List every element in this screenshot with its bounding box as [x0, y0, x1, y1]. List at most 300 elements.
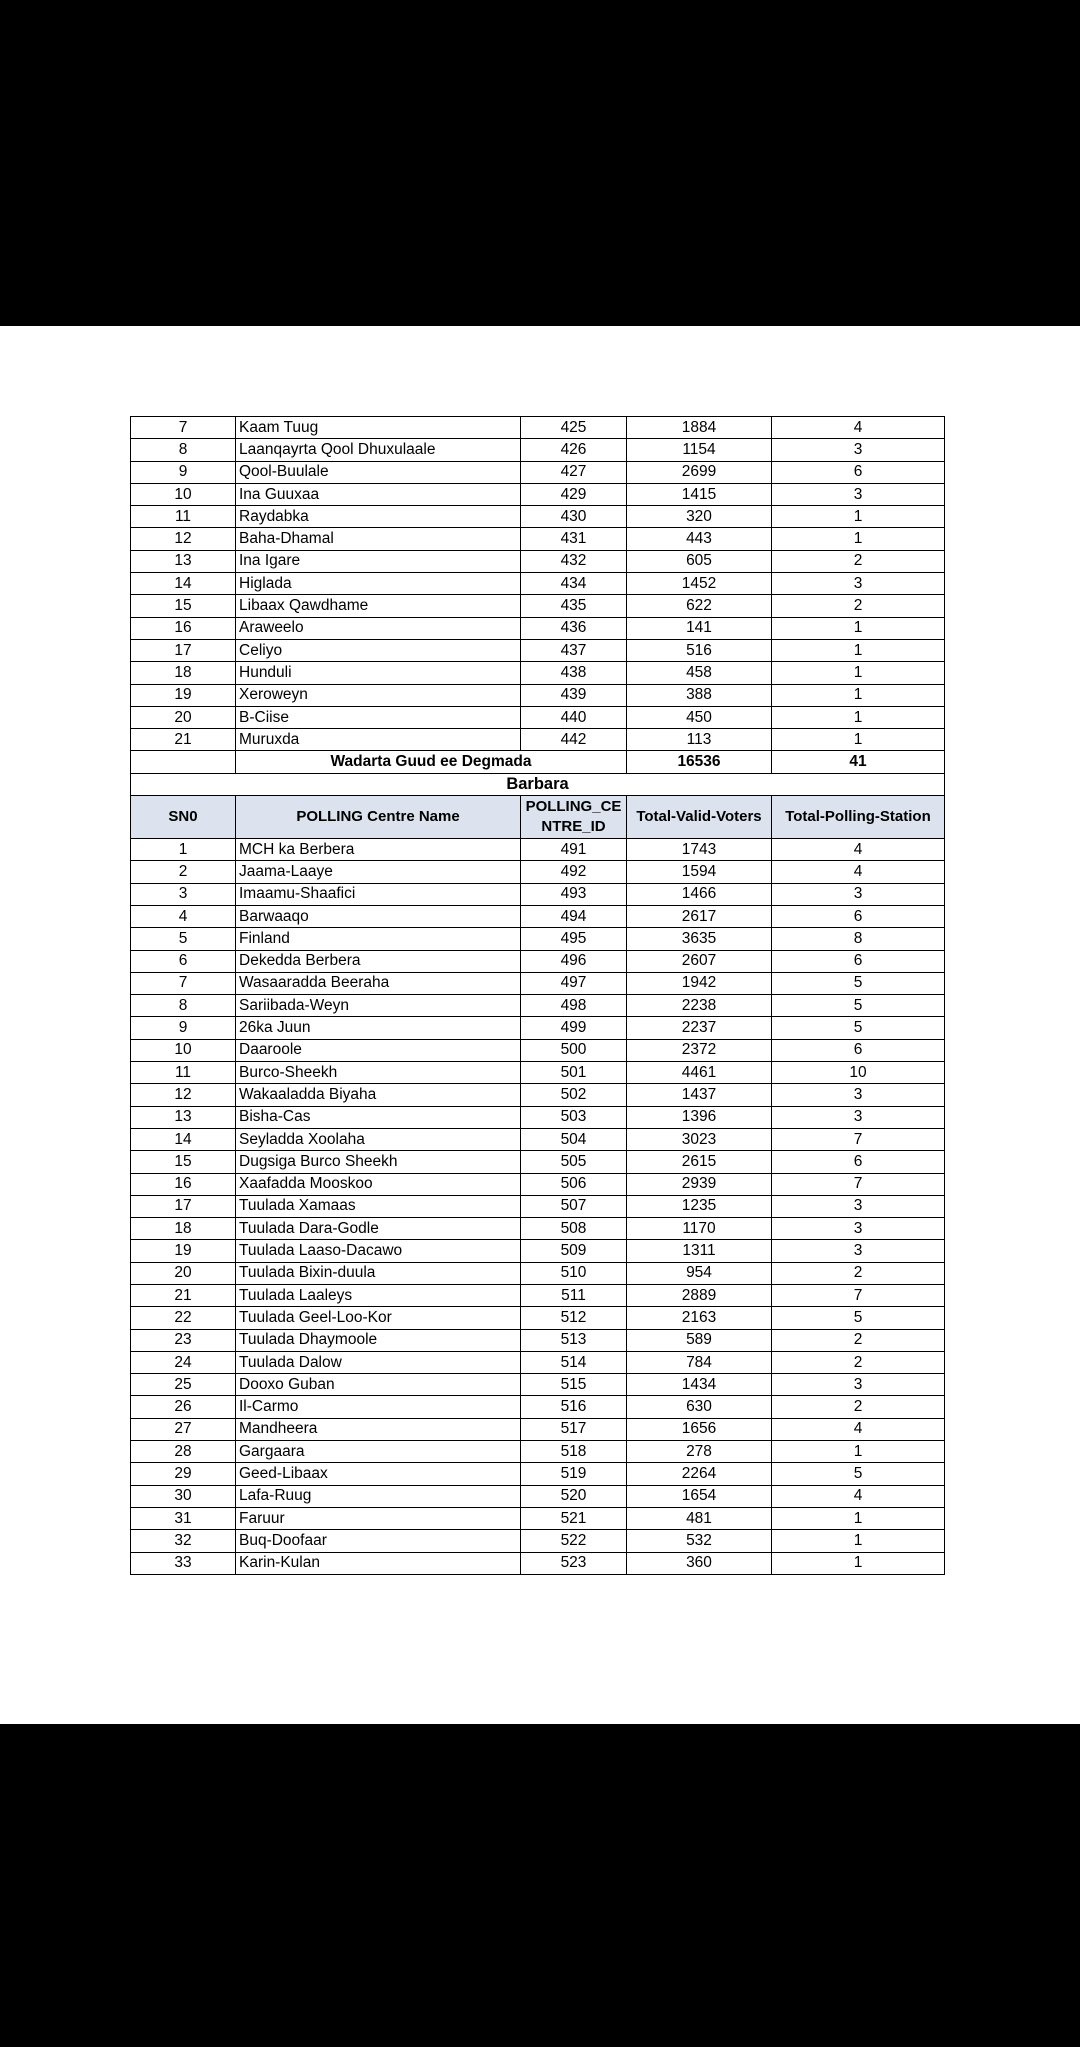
cell-valid-voters: 443: [627, 528, 772, 550]
table-row: [131, 905, 945, 927]
cell-polling-stations: 6: [772, 1039, 945, 1061]
table-row: [131, 1195, 945, 1217]
table-row: [131, 573, 945, 595]
cell-centre-id: 425: [521, 417, 627, 439]
cell-sn: 2: [131, 861, 236, 883]
table-row: [131, 1039, 945, 1061]
cell-sn: 9: [131, 1017, 236, 1039]
cell-valid-voters: 3635: [627, 928, 772, 950]
table-row: [131, 1218, 945, 1240]
total-voters: 16536: [627, 751, 772, 773]
cell-centre-name: Baha-Dhamal: [236, 528, 521, 550]
cell-centre-id: 508: [521, 1218, 627, 1240]
cell-valid-voters: 1396: [627, 1106, 772, 1128]
cell-valid-voters: 1884: [627, 417, 772, 439]
cell-valid-voters: 1452: [627, 573, 772, 595]
cell-centre-id: 518: [521, 1441, 627, 1463]
cell-centre-name: Hunduli: [236, 662, 521, 684]
cell-sn: 27: [131, 1418, 236, 1440]
table-row: [131, 617, 945, 639]
cell-sn: 31: [131, 1507, 236, 1529]
cell-valid-voters: 2163: [627, 1307, 772, 1329]
cell-centre-name: Qool-Buulale: [236, 461, 521, 483]
cell-centre-id: 511: [521, 1284, 627, 1306]
cell-valid-voters: 141: [627, 617, 772, 639]
cell-polling-stations: 1: [772, 506, 945, 528]
cell-valid-voters: 458: [627, 662, 772, 684]
cell-centre-name: Seyladda Xoolaha: [236, 1128, 521, 1150]
cell-valid-voters: 388: [627, 684, 772, 706]
cell-polling-stations: 1: [772, 729, 945, 751]
cell-centre-id: 503: [521, 1106, 627, 1128]
cell-polling-stations: 3: [772, 439, 945, 461]
cell-centre-name: Lafa-Ruug: [236, 1485, 521, 1507]
cell-polling-stations: 8: [772, 928, 945, 950]
polling-centres-table: [130, 416, 945, 1575]
cell-polling-stations: 7: [772, 1173, 945, 1195]
cell-centre-name: Xaafadda Mooskoo: [236, 1173, 521, 1195]
cell-centre-id: 439: [521, 684, 627, 706]
cell-centre-id: 496: [521, 950, 627, 972]
cell-polling-stations: 4: [772, 861, 945, 883]
table-row: [131, 1284, 945, 1306]
table-row: [131, 861, 945, 883]
cell-centre-name: Tuulada Dalow: [236, 1351, 521, 1373]
table-row: [131, 995, 945, 1017]
cell-centre-name: Raydabka: [236, 506, 521, 528]
table-row: [131, 1262, 945, 1284]
table-row: [131, 1307, 945, 1329]
cell-polling-stations: 4: [772, 1418, 945, 1440]
cell-polling-stations: 1: [772, 617, 945, 639]
top-black-bar: [0, 0, 1080, 326]
cell-sn: 7: [131, 972, 236, 994]
cell-centre-id: 517: [521, 1418, 627, 1440]
cell-centre-name: Dugsiga Burco Sheekh: [236, 1151, 521, 1173]
cell-centre-name: Laanqayrta Qool Dhuxulaale: [236, 439, 521, 461]
cell-valid-voters: 622: [627, 595, 772, 617]
cell-centre-name: Mandheera: [236, 1418, 521, 1440]
cell-sn: 16: [131, 1173, 236, 1195]
cell-centre-id: 494: [521, 905, 627, 927]
cell-centre-id: 442: [521, 729, 627, 751]
table-row: [131, 461, 945, 483]
cell-centre-name: Finland: [236, 928, 521, 950]
cell-polling-stations: 1: [772, 684, 945, 706]
cell-polling-stations: 1: [772, 662, 945, 684]
cell-centre-name: Daaroole: [236, 1039, 521, 1061]
cell-centre-name: Barwaaqo: [236, 905, 521, 927]
cell-centre-name: Ina Guuxaa: [236, 483, 521, 505]
table-row: [131, 1062, 945, 1084]
cell-sn: 30: [131, 1485, 236, 1507]
cell-valid-voters: 1656: [627, 1418, 772, 1440]
cell-centre-id: 499: [521, 1017, 627, 1039]
cell-valid-voters: 954: [627, 1262, 772, 1284]
cell-valid-voters: 1415: [627, 483, 772, 505]
cell-polling-stations: 5: [772, 1307, 945, 1329]
cell-polling-stations: 6: [772, 461, 945, 483]
cell-valid-voters: 516: [627, 639, 772, 661]
section-title-row: [131, 773, 945, 795]
cell-polling-stations: 2: [772, 1329, 945, 1351]
cell-polling-stations: 7: [772, 1128, 945, 1150]
table-row: [131, 950, 945, 972]
total-label: Wadarta Guud ee Degmada: [236, 751, 627, 773]
cell-centre-id: 426: [521, 439, 627, 461]
cell-sn: 4: [131, 905, 236, 927]
cell-centre-id: 502: [521, 1084, 627, 1106]
cell-centre-id: 521: [521, 1507, 627, 1529]
table-row: [131, 1151, 945, 1173]
cell-centre-id: 491: [521, 839, 627, 861]
table-row: [131, 528, 945, 550]
cell-polling-stations: 2: [772, 550, 945, 572]
table-body-part1: [131, 417, 945, 751]
cell-valid-voters: 532: [627, 1530, 772, 1552]
table-body-part2: [131, 839, 945, 1575]
header-stations: Total-Polling-Station: [772, 796, 945, 839]
cell-centre-id: 523: [521, 1552, 627, 1574]
cell-sn: 21: [131, 1284, 236, 1306]
table-row: [131, 729, 945, 751]
cell-polling-stations: 3: [772, 483, 945, 505]
table-row: [131, 1530, 945, 1552]
cell-valid-voters: 2238: [627, 995, 772, 1017]
table-row: [131, 684, 945, 706]
cell-centre-name: Ina Igare: [236, 550, 521, 572]
cell-valid-voters: 2939: [627, 1173, 772, 1195]
table-row: [131, 1485, 945, 1507]
cell-sn: 32: [131, 1530, 236, 1552]
table-row: [131, 417, 945, 439]
cell-sn: 13: [131, 1106, 236, 1128]
cell-polling-stations: 3: [772, 1240, 945, 1262]
cell-sn: 9: [131, 461, 236, 483]
table-row: [131, 1396, 945, 1418]
cell-valid-voters: 2264: [627, 1463, 772, 1485]
cell-sn: 33: [131, 1552, 236, 1574]
cell-valid-voters: 481: [627, 1507, 772, 1529]
table-row: [131, 928, 945, 950]
cell-centre-name: Muruxda: [236, 729, 521, 751]
cell-valid-voters: 605: [627, 550, 772, 572]
table-row: [131, 1552, 945, 1574]
cell-centre-name: Higlada: [236, 573, 521, 595]
cell-centre-id: 430: [521, 506, 627, 528]
cell-centre-id: 434: [521, 573, 627, 595]
cell-valid-voters: 1466: [627, 883, 772, 905]
cell-centre-name: Faruur: [236, 1507, 521, 1529]
cell-polling-stations: 3: [772, 883, 945, 905]
cell-sn: 8: [131, 995, 236, 1017]
cell-centre-name: Celiyo: [236, 639, 521, 661]
cell-centre-name: Araweelo: [236, 617, 521, 639]
cell-valid-voters: 1311: [627, 1240, 772, 1262]
cell-centre-name: MCH ka Berbera: [236, 839, 521, 861]
cell-centre-id: 510: [521, 1262, 627, 1284]
cell-polling-stations: 3: [772, 1084, 945, 1106]
cell-polling-stations: 5: [772, 995, 945, 1017]
cell-polling-stations: 1: [772, 706, 945, 728]
cell-polling-stations: 3: [772, 1195, 945, 1217]
table-row: [131, 1463, 945, 1485]
cell-sn: 18: [131, 662, 236, 684]
table-row: [131, 1017, 945, 1039]
table-row: [131, 639, 945, 661]
cell-centre-name: Tuulada Dara-Godle: [236, 1218, 521, 1240]
table-row: [131, 1240, 945, 1262]
cell-valid-voters: 320: [627, 506, 772, 528]
document-page: [0, 326, 1080, 1724]
cell-centre-id: 505: [521, 1151, 627, 1173]
cell-sn: 23: [131, 1329, 236, 1351]
cell-centre-name: B-Ciise: [236, 706, 521, 728]
cell-sn: 11: [131, 506, 236, 528]
cell-valid-voters: 4461: [627, 1062, 772, 1084]
cell-centre-name: Sariibada-Weyn: [236, 995, 521, 1017]
cell-polling-stations: 3: [772, 573, 945, 595]
cell-polling-stations: 7: [772, 1284, 945, 1306]
cell-polling-stations: 1: [772, 1552, 945, 1574]
cell-centre-id: 440: [521, 706, 627, 728]
cell-centre-name: Imaamu-Shaafici: [236, 883, 521, 905]
cell-valid-voters: 360: [627, 1552, 772, 1574]
cell-centre-name: Tuulada Xamaas: [236, 1195, 521, 1217]
cell-polling-stations: 2: [772, 1262, 945, 1284]
cell-sn: 25: [131, 1374, 236, 1396]
cell-valid-voters: 2699: [627, 461, 772, 483]
table-row: [131, 1173, 945, 1195]
cell-valid-voters: 1594: [627, 861, 772, 883]
cell-sn: 24: [131, 1351, 236, 1373]
cell-centre-name: Tuulada Laaso-Dacawo: [236, 1240, 521, 1262]
table-row: [131, 1084, 945, 1106]
cell-sn: 26: [131, 1396, 236, 1418]
cell-centre-id: 437: [521, 639, 627, 661]
cell-valid-voters: 450: [627, 706, 772, 728]
cell-sn: 6: [131, 950, 236, 972]
cell-centre-id: 509: [521, 1240, 627, 1262]
cell-polling-stations: 1: [772, 639, 945, 661]
cell-polling-stations: 6: [772, 905, 945, 927]
cell-centre-id: 512: [521, 1307, 627, 1329]
cell-polling-stations: 5: [772, 972, 945, 994]
cell-centre-name: Bisha-Cas: [236, 1106, 521, 1128]
cell-centre-id: 427: [521, 461, 627, 483]
cell-valid-voters: 278: [627, 1441, 772, 1463]
table-row: [131, 483, 945, 505]
bottom-black-bar: [0, 1724, 1080, 2047]
cell-valid-voters: 1654: [627, 1485, 772, 1507]
cell-polling-stations: 1: [772, 1530, 945, 1552]
cell-centre-id: 520: [521, 1485, 627, 1507]
cell-polling-stations: 3: [772, 1218, 945, 1240]
cell-sn: 28: [131, 1441, 236, 1463]
cell-sn: 19: [131, 1240, 236, 1262]
table-row: [131, 1128, 945, 1150]
cell-centre-name: Tuulada Laaleys: [236, 1284, 521, 1306]
cell-sn: 15: [131, 1151, 236, 1173]
cell-centre-id: 495: [521, 928, 627, 950]
cell-valid-voters: 1154: [627, 439, 772, 461]
cell-valid-voters: 1437: [627, 1084, 772, 1106]
cell-sn: 11: [131, 1062, 236, 1084]
header-voters: Total-Valid-Voters: [627, 796, 772, 839]
cell-polling-stations: 5: [772, 1463, 945, 1485]
cell-valid-voters: 2889: [627, 1284, 772, 1306]
cell-valid-voters: 1235: [627, 1195, 772, 1217]
cell-sn: 10: [131, 483, 236, 505]
cell-centre-name: Wakaaladda Biyaha: [236, 1084, 521, 1106]
cell-centre-name: Karin-Kulan: [236, 1552, 521, 1574]
cell-centre-id: 516: [521, 1396, 627, 1418]
table-row: [131, 662, 945, 684]
cell-sn: 12: [131, 528, 236, 550]
cell-sn: 17: [131, 1195, 236, 1217]
cell-sn: 18: [131, 1218, 236, 1240]
table-row: [131, 439, 945, 461]
table-row: [131, 883, 945, 905]
cell-sn: 3: [131, 883, 236, 905]
cell-centre-name: 26ka Juun: [236, 1017, 521, 1039]
cell-centre-id: 432: [521, 550, 627, 572]
cell-sn: 17: [131, 639, 236, 661]
cell-sn: 29: [131, 1463, 236, 1485]
cell-sn: 5: [131, 928, 236, 950]
cell-centre-name: Burco-Sheekh: [236, 1062, 521, 1084]
cell-sn: 19: [131, 684, 236, 706]
cell-sn: 12: [131, 1084, 236, 1106]
cell-valid-voters: 113: [627, 729, 772, 751]
cell-polling-stations: 2: [772, 1396, 945, 1418]
cell-polling-stations: 2: [772, 595, 945, 617]
table-row: [131, 1441, 945, 1463]
cell-sn: 21: [131, 729, 236, 751]
cell-valid-voters: 589: [627, 1329, 772, 1351]
cell-polling-stations: 4: [772, 1485, 945, 1507]
cell-centre-id: 515: [521, 1374, 627, 1396]
table-row: [131, 1106, 945, 1128]
cell-valid-voters: 1942: [627, 972, 772, 994]
cell-sn: 14: [131, 1128, 236, 1150]
total-empty-cell: [131, 751, 236, 773]
cell-valid-voters: 3023: [627, 1128, 772, 1150]
cell-valid-voters: 1434: [627, 1374, 772, 1396]
cell-centre-name: Geed-Libaax: [236, 1463, 521, 1485]
cell-centre-id: 498: [521, 995, 627, 1017]
cell-polling-stations: 1: [772, 528, 945, 550]
header-id: POLLING_CENTRE_ID: [521, 796, 627, 839]
cell-polling-stations: 6: [772, 950, 945, 972]
cell-polling-stations: 2: [772, 1351, 945, 1373]
cell-centre-name: Il-Carmo: [236, 1396, 521, 1418]
cell-sn: 1: [131, 839, 236, 861]
cell-centre-id: 429: [521, 483, 627, 505]
cell-centre-id: 438: [521, 662, 627, 684]
cell-centre-id: 504: [521, 1128, 627, 1150]
cell-centre-name: Xeroweyn: [236, 684, 521, 706]
cell-valid-voters: 630: [627, 1396, 772, 1418]
cell-sn: 13: [131, 550, 236, 572]
cell-centre-name: Dooxo Guban: [236, 1374, 521, 1396]
table-row: [131, 595, 945, 617]
cell-polling-stations: 4: [772, 417, 945, 439]
cell-centre-id: 506: [521, 1173, 627, 1195]
cell-centre-name: Tuulada Geel-Loo-Kor: [236, 1307, 521, 1329]
cell-polling-stations: 3: [772, 1106, 945, 1128]
cell-centre-name: Tuulada Dhaymoole: [236, 1329, 521, 1351]
cell-centre-id: 519: [521, 1463, 627, 1485]
cell-centre-name: Dekedda Berbera: [236, 950, 521, 972]
cell-sn: 8: [131, 439, 236, 461]
cell-sn: 16: [131, 617, 236, 639]
table-row: [131, 506, 945, 528]
cell-sn: 15: [131, 595, 236, 617]
cell-centre-id: 522: [521, 1530, 627, 1552]
cell-valid-voters: 2237: [627, 1017, 772, 1039]
cell-centre-id: 501: [521, 1062, 627, 1084]
cell-centre-name: Tuulada Bixin-duula: [236, 1262, 521, 1284]
cell-polling-stations: 1: [772, 1507, 945, 1529]
cell-centre-id: 493: [521, 883, 627, 905]
cell-centre-name: Wasaaradda Beeraha: [236, 972, 521, 994]
cell-polling-stations: 4: [772, 839, 945, 861]
cell-polling-stations: 3: [772, 1374, 945, 1396]
cell-centre-id: 497: [521, 972, 627, 994]
cell-centre-name: Libaax Qawdhame: [236, 595, 521, 617]
cell-sn: 22: [131, 1307, 236, 1329]
cell-polling-stations: 6: [772, 1151, 945, 1173]
cell-centre-name: Jaama-Laaye: [236, 861, 521, 883]
table-row: [131, 1351, 945, 1373]
cell-valid-voters: 2615: [627, 1151, 772, 1173]
cell-valid-voters: 784: [627, 1351, 772, 1373]
cell-valid-voters: 1743: [627, 839, 772, 861]
cell-centre-id: 492: [521, 861, 627, 883]
table-body-summary: [131, 751, 945, 839]
table-row: [131, 706, 945, 728]
cell-polling-stations: 5: [772, 1017, 945, 1039]
cell-centre-id: 436: [521, 617, 627, 639]
cell-polling-stations: 10: [772, 1062, 945, 1084]
table-row: [131, 1374, 945, 1396]
section-title: Barbara: [131, 773, 945, 795]
cell-valid-voters: 1170: [627, 1218, 772, 1240]
cell-centre-id: 435: [521, 595, 627, 617]
cell-sn: 20: [131, 1262, 236, 1284]
cell-valid-voters: 2607: [627, 950, 772, 972]
cell-centre-id: 514: [521, 1351, 627, 1373]
header-name: POLLING Centre Name: [236, 796, 521, 839]
district-total-row: [131, 751, 945, 773]
header-sn: SN0: [131, 796, 236, 839]
table-row: [131, 1507, 945, 1529]
cell-sn: 14: [131, 573, 236, 595]
table-row: [131, 972, 945, 994]
column-header-row: [131, 796, 945, 839]
cell-valid-voters: 2617: [627, 905, 772, 927]
cell-sn: 7: [131, 417, 236, 439]
cell-valid-voters: 2372: [627, 1039, 772, 1061]
table-row: [131, 1329, 945, 1351]
table-row: [131, 1418, 945, 1440]
total-stations: 41: [772, 751, 945, 773]
cell-centre-id: 513: [521, 1329, 627, 1351]
table-row: [131, 550, 945, 572]
cell-sn: 20: [131, 706, 236, 728]
cell-centre-id: 431: [521, 528, 627, 550]
